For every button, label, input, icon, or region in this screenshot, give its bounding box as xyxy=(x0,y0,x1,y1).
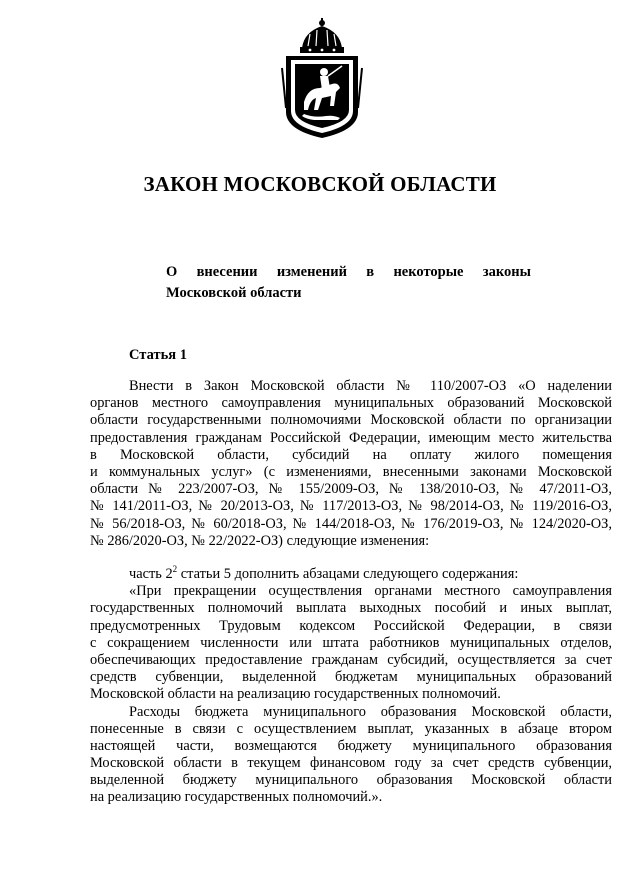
quote-line: Московской области на реализацию государственных полномочий. xyxy=(90,686,501,703)
quote-line: государственных полномочий выплата выходных пособий и иных выплат, xyxy=(90,600,612,617)
quote-line: предусмотренных Трудовым кодексом Российской Федерации, в связи xyxy=(90,617,612,634)
text-line: в Московской области, субсидий на оплату жилого помещения xyxy=(90,446,612,463)
subject-word: некоторые xyxy=(393,264,464,280)
coat-of-arms-emblem xyxy=(280,18,364,140)
article-heading: Статья 1 xyxy=(129,347,187,363)
text-line: области № 223/2007-ОЗ, № 155/2009-ОЗ, № 138/2010-ОЗ, № 47/2011-ОЗ, xyxy=(90,481,612,498)
amendment-line xyxy=(90,566,612,583)
subject-line-2: Московской области xyxy=(166,285,302,301)
quote-line: «При прекращении осуществления органами местного самоуправления xyxy=(129,583,612,600)
quote-line: настоящей части, возмещаются бюджету муниципального образования xyxy=(90,737,612,754)
quote-line: Московской области в текущем финансовом году за счет средств субвенции, xyxy=(90,755,612,772)
amendment-superscript: 2 xyxy=(172,564,178,574)
quote-line: Расходы бюджета муниципального образования Московской области, xyxy=(129,703,612,720)
quote-line: средств субвенции, выделенной бюджетам муниципальных образований xyxy=(90,669,612,686)
text-line: органов местного самоуправления муниципальных образований Московской xyxy=(90,395,612,412)
subject-word: законы xyxy=(482,264,531,280)
amendment-block xyxy=(90,566,612,807)
subject-word: внесении xyxy=(196,264,258,280)
text-line: № 56/2018-ОЗ, № 60/2018-ОЗ, № 144/2018-ОЗ, № 176/2019-ОЗ, № 124/2020-ОЗ, xyxy=(90,515,612,532)
crown-icon xyxy=(300,18,344,53)
subject-line-1 xyxy=(166,262,531,283)
quote-line: с сокращением численности или штата работников муниципальных отделов, xyxy=(90,634,612,651)
document-title: ЗАКОН МОСКОВСКОЙ ОБЛАСТИ xyxy=(143,172,497,196)
subject-word: изменений xyxy=(276,264,347,280)
amendment-text-end: статьи 5 дополнить абзацами следующего содержания: xyxy=(177,566,519,582)
law-subject xyxy=(166,262,531,304)
text-line: Внести в Закон Московской области № 110/2007-ОЗ «О наделении xyxy=(129,378,612,394)
text-line: № 286/2020-ОЗ, № 22/2022-ОЗ) следующие изменения: xyxy=(90,532,430,549)
text-line: предоставления гражданам Российской Федерации, имеющим место жительства xyxy=(90,429,612,446)
quote-line: выделенной бюджету муниципального образования Московской области xyxy=(90,772,612,789)
amendment-text-start: часть 2 xyxy=(129,566,173,582)
quote-line: на реализацию государственных полномочий.». xyxy=(90,789,383,806)
quote-line: понесенные в связи с осуществлением выплат, указанных в абзаце втором xyxy=(90,720,612,737)
paragraph-1 xyxy=(90,378,612,550)
subject-word: в xyxy=(366,264,375,280)
text-line: области государственными полномочиями Московской области по организации xyxy=(90,412,612,429)
text-line: и коммунальных услуг» (с изменениями, внесенными законами Московской xyxy=(90,463,612,480)
subject-word: О xyxy=(166,264,178,280)
text-line: № 141/2011-ОЗ, № 20/2013-ОЗ, № 117/2013-ОЗ, № 98/2014-ОЗ, № 119/2016-ОЗ, xyxy=(90,498,612,515)
quote-line: обеспечивающих предоставление гражданам субсидий, осуществляется за счет xyxy=(90,651,612,668)
